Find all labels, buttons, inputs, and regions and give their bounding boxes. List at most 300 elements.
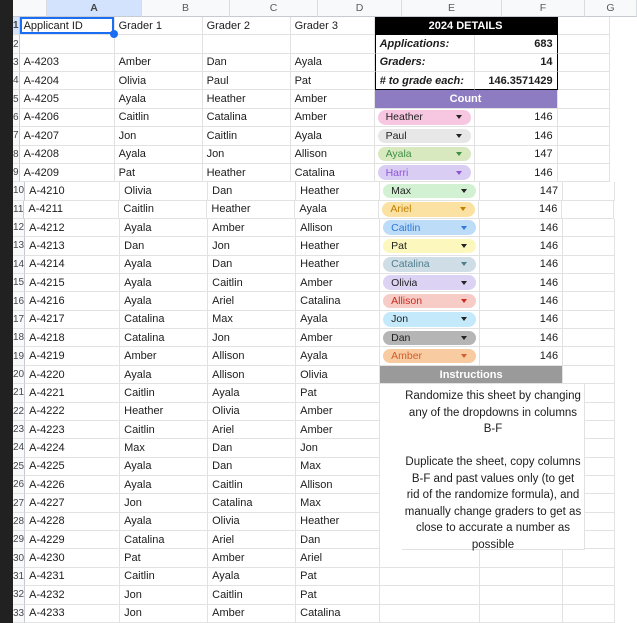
cell-C20[interactable]: Allison [208, 366, 296, 384]
cell-D24[interactable]: Jon [296, 439, 380, 457]
grader-chip-cell-Olivia[interactable] [380, 274, 480, 292]
grader-chip-cell-Pat[interactable] [380, 237, 480, 255]
cell-D10[interactable]: Heather [296, 182, 380, 200]
grader-count-Dan[interactable]: 146 [480, 329, 563, 347]
sheet-row-33 [13, 605, 637, 623]
grader-dropdown-chip[interactable] [378, 110, 471, 125]
cell-D33[interactable]: Catalina [296, 605, 380, 623]
cell-A32[interactable]: A-4232 [25, 586, 120, 604]
cell-G7[interactable] [558, 127, 610, 145]
cell-D7[interactable]: Ayala [291, 127, 375, 145]
row-header-15[interactable]: 15 [13, 274, 25, 292]
row-header-24[interactable]: 24 [13, 439, 25, 457]
grader-chip-label: Dan [391, 331, 411, 344]
cell-A23[interactable]: A-4223 [25, 421, 120, 439]
cell-A2[interactable] [20, 35, 115, 53]
dropdown-arrow-icon[interactable] [461, 189, 467, 193]
cell-D16[interactable]: Catalina [296, 292, 380, 310]
cell-A16[interactable]: A-4216 [25, 292, 120, 310]
cell-D25[interactable]: Max [296, 458, 380, 476]
grader-chip-label: Amber [391, 350, 423, 363]
grader-count-Harri[interactable]: 146 [475, 164, 558, 182]
cell-C14[interactable]: Dan [208, 256, 296, 274]
cell-B1[interactable]: Grader 1 [115, 17, 203, 35]
cell-B16[interactable]: Ayala [120, 292, 208, 310]
grader-dropdown-chip[interactable] [383, 349, 476, 364]
details-label-4[interactable]: # to grade each: [375, 72, 475, 90]
cell-A7[interactable]: A-4207 [20, 127, 115, 145]
cell-A19[interactable]: A-4219 [25, 347, 120, 365]
row-header-18[interactable]: 18 [13, 329, 25, 347]
cell-C30[interactable]: Amber [208, 549, 296, 567]
cell-G33[interactable] [563, 605, 615, 623]
cell-B25[interactable]: Ayala [120, 458, 208, 476]
sheet-row-5 [13, 90, 637, 108]
cell-C29[interactable]: Ariel [208, 531, 296, 549]
cell-D20[interactable]: Olivia [296, 366, 380, 384]
cell-C10[interactable]: Dan [208, 182, 296, 200]
grader-dropdown-chip[interactable] [383, 257, 476, 272]
row-header-23[interactable]: 23 [13, 421, 25, 439]
cell-A21[interactable]: A-4221 [25, 384, 120, 402]
grader-dropdown-chip[interactable] [378, 147, 471, 162]
cell-A26[interactable]: A-4226 [25, 476, 120, 494]
row-header-16[interactable]: 16 [13, 292, 25, 310]
column-header-G[interactable]: G [585, 0, 637, 17]
grader-dropdown-chip[interactable] [383, 294, 476, 309]
row-header-6[interactable]: 6 [13, 109, 20, 127]
instructions-text-cell[interactable] [402, 384, 585, 549]
cell-C24[interactable]: Dan [208, 439, 296, 457]
cell-D27[interactable]: Max [296, 494, 380, 512]
cell-C9[interactable]: Heather [203, 164, 291, 182]
cell-C31[interactable]: Ayala [208, 568, 296, 586]
cell-A30[interactable]: A-4230 [25, 549, 120, 567]
dropdown-arrow-icon[interactable] [461, 262, 467, 266]
grader-chip-label: Max [391, 184, 411, 197]
cell-D4[interactable]: Pat [291, 72, 375, 90]
grader-chip-cell-Harri[interactable] [375, 164, 475, 182]
dropdown-arrow-icon[interactable] [461, 336, 467, 340]
details-label-3[interactable]: Graders: [375, 54, 475, 72]
cell-E33[interactable] [380, 605, 480, 623]
cell-D3[interactable]: Ayala [291, 54, 375, 72]
cell-C19[interactable]: Allison [208, 347, 296, 365]
sheet-row-19 [13, 347, 637, 365]
column-header-C[interactable]: C [230, 0, 318, 17]
grader-chip-cell-Ariel[interactable] [379, 201, 479, 219]
grader-chip-label: Jon [391, 313, 409, 326]
cell-A11[interactable]: A-4211 [24, 201, 119, 219]
cell-A33[interactable]: A-4233 [25, 605, 120, 623]
row-header-33[interactable]: 33 [13, 605, 25, 623]
cell-B30[interactable]: Pat [120, 549, 208, 567]
cell-D11[interactable]: Ayala [295, 201, 379, 219]
cell-B9[interactable]: Pat [115, 164, 203, 182]
cell-B3[interactable]: Amber [115, 54, 203, 72]
row-header-11[interactable]: 11 [13, 201, 24, 219]
row-header-25[interactable]: 25 [13, 458, 25, 476]
count-header-cell[interactable]: Count [375, 90, 558, 108]
row-header-31[interactable]: 31 [13, 568, 25, 586]
row-header-1[interactable]: 1 [13, 17, 20, 35]
cell-A20[interactable]: A-4220 [25, 366, 120, 384]
cell-C16[interactable]: Ariel [208, 292, 296, 310]
cell-A24[interactable]: A-4224 [25, 439, 120, 457]
row-header-26[interactable]: 26 [13, 476, 25, 494]
row-header-2[interactable]: 2 [13, 35, 20, 53]
cell-D14[interactable]: Heather [296, 256, 380, 274]
grader-count-Caitlin[interactable]: 146 [480, 219, 563, 237]
cell-F32[interactable] [480, 586, 563, 604]
grader-chip-cell-Jon[interactable] [380, 311, 480, 329]
cell-B23[interactable]: Caitlin [120, 421, 208, 439]
cell-A1-selected[interactable]: Applicant ID [20, 17, 115, 35]
cell-C13[interactable]: Jon [208, 237, 296, 255]
cell-D15[interactable]: Amber [296, 274, 380, 292]
cell-D22[interactable]: Amber [296, 403, 380, 421]
row-header-27[interactable]: 27 [13, 494, 25, 512]
grader-count-Max[interactable]: 147 [480, 182, 563, 200]
cell-D5[interactable]: Amber [291, 90, 375, 108]
grader-chip-label: Pat [391, 239, 407, 252]
column-header-B[interactable]: B [142, 0, 230, 17]
cell-D19[interactable]: Ayala [296, 347, 380, 365]
row-header-29[interactable]: 29 [13, 531, 25, 549]
cell-E32[interactable] [380, 586, 480, 604]
grader-count-Pat[interactable]: 146 [480, 237, 563, 255]
grader-count-Amber[interactable]: 146 [480, 347, 563, 365]
cell-G15[interactable] [563, 274, 615, 292]
cell-B22[interactable]: Heather [120, 403, 208, 421]
cell-D30[interactable]: Ariel [296, 549, 380, 567]
cell-D17[interactable]: Ayala [296, 311, 380, 329]
cell-A31[interactable]: A-4231 [25, 568, 120, 586]
sheet-row-13 [13, 237, 637, 255]
row-header-10[interactable]: 10 [13, 182, 25, 200]
row-header-12[interactable]: 12 [13, 219, 25, 237]
cell-B7[interactable]: Jon [115, 127, 203, 145]
dropdown-arrow-icon[interactable] [461, 226, 467, 230]
grader-chip-label: Ariel [390, 203, 412, 216]
cell-F33[interactable] [480, 605, 563, 623]
cell-B20[interactable]: Ayala [120, 366, 208, 384]
cell-C15[interactable]: Caitlin [208, 274, 296, 292]
corner-select-all[interactable] [13, 0, 47, 17]
cell-G5[interactable] [558, 90, 610, 108]
cell-G32[interactable] [563, 586, 615, 604]
cell-D31[interactable]: Pat [296, 568, 380, 586]
cell-C23[interactable]: Ariel [208, 421, 296, 439]
cell-G9[interactable] [558, 164, 610, 182]
cell-C33[interactable]: Amber [208, 605, 296, 623]
cell-C12[interactable]: Amber [208, 219, 296, 237]
row-header-5[interactable]: 5 [13, 90, 20, 108]
dropdown-arrow-icon[interactable] [456, 115, 462, 119]
grader-chip-cell-Allison[interactable] [380, 292, 480, 310]
cell-B14[interactable]: Ayala [120, 256, 208, 274]
cell-G18[interactable] [563, 329, 615, 347]
cell-B21[interactable]: Caitlin [120, 384, 208, 402]
cell-G3[interactable] [558, 54, 610, 72]
grader-chip-cell-Caitlin[interactable] [380, 219, 480, 237]
cell-C27[interactable]: Catalina [208, 494, 296, 512]
sheet-row-9 [13, 164, 637, 182]
cell-B27[interactable]: Jon [120, 494, 208, 512]
grader-count-Paul[interactable]: 146 [475, 127, 558, 145]
cell-A29[interactable]: A-4229 [25, 531, 120, 549]
sheet-row-3 [13, 54, 637, 72]
cell-G14[interactable] [563, 256, 615, 274]
sheet-row-2 [13, 35, 637, 53]
cell-C2[interactable] [203, 35, 291, 53]
row-header-28[interactable]: 28 [13, 513, 25, 531]
cell-D8[interactable]: Allison [291, 146, 375, 164]
details-label-2[interactable]: Applications: [375, 35, 475, 53]
column-header-E[interactable]: E [402, 0, 502, 17]
cell-B13[interactable]: Dan [120, 237, 208, 255]
cell-D23[interactable]: Amber [296, 421, 380, 439]
cell-G12[interactable] [563, 219, 615, 237]
dropdown-arrow-icon[interactable] [461, 299, 467, 303]
grader-chip-cell-Ayala[interactable] [375, 146, 475, 164]
grader-dropdown-chip[interactable] [383, 331, 476, 346]
dropdown-arrow-icon[interactable] [456, 171, 462, 175]
cell-G31[interactable] [563, 568, 615, 586]
row-header-13[interactable]: 13 [13, 237, 25, 255]
row-header-17[interactable]: 17 [13, 311, 25, 329]
cell-A18[interactable]: A-4218 [25, 329, 120, 347]
details-value-3[interactable]: 14 [475, 54, 558, 72]
cell-G17[interactable] [563, 311, 615, 329]
sheet-row-10 [13, 182, 637, 200]
cell-A3[interactable]: A-4203 [20, 54, 115, 72]
column-header-A[interactable]: A [47, 0, 142, 17]
cell-D9[interactable]: Catalina [291, 164, 375, 182]
grader-dropdown-chip[interactable] [383, 312, 476, 327]
cell-G13[interactable] [563, 237, 615, 255]
cell-C8[interactable]: Jon [203, 146, 291, 164]
grader-dropdown-chip[interactable] [378, 129, 471, 144]
row-header-7[interactable]: 7 [13, 127, 20, 145]
row-header-19[interactable]: 19 [13, 347, 25, 365]
row-header-32[interactable]: 32 [13, 586, 25, 604]
details-value-4[interactable]: 146.3571429 [475, 72, 558, 90]
cell-D29[interactable]: Dan [296, 531, 380, 549]
cell-A22[interactable]: A-4222 [25, 403, 120, 421]
cell-A13[interactable]: A-4213 [25, 237, 120, 255]
row-header-8[interactable]: 8 [13, 146, 20, 164]
cell-C22[interactable]: Olivia [208, 403, 296, 421]
left-app-edge [0, 0, 13, 623]
row-header-22[interactable]: 22 [13, 403, 25, 421]
dropdown-arrow-icon[interactable] [461, 354, 467, 358]
cell-G2[interactable] [558, 35, 610, 53]
grader-count-Heather[interactable]: 146 [475, 109, 558, 127]
grader-chip-cell-Catalina[interactable] [380, 256, 480, 274]
sheet-row-20 [13, 366, 637, 384]
column-header-D[interactable]: D [318, 0, 402, 17]
fill-handle[interactable] [110, 30, 118, 38]
cell-B15[interactable]: Ayala [120, 274, 208, 292]
cell-C3[interactable]: Dan [203, 54, 291, 72]
cell-D13[interactable]: Heather [296, 237, 380, 255]
cell-B2[interactable] [115, 35, 203, 53]
cell-A28[interactable]: A-4228 [25, 513, 120, 531]
cell-B10[interactable]: Olivia [120, 182, 208, 200]
cell-B12[interactable]: Ayala [120, 219, 208, 237]
row-header-14[interactable]: 14 [13, 256, 25, 274]
cell-G4[interactable] [558, 72, 610, 90]
cell-B6[interactable]: Caitlin [115, 109, 203, 127]
cell-D1[interactable]: Grader 3 [291, 17, 375, 35]
instructions-paragraph: Randomize this sheet by changing any of the dropdowns in columns B-F [405, 390, 581, 436]
cell-C26[interactable]: Caitlin [208, 476, 296, 494]
cell-B28[interactable]: Ayala [120, 513, 208, 531]
grader-chip-cell-Heather[interactable] [375, 109, 475, 127]
row-header-3[interactable]: 3 [13, 54, 20, 72]
cell-C7[interactable]: Caitlin [203, 127, 291, 145]
row-header-20[interactable]: 20 [13, 366, 25, 384]
cell-C4[interactable]: Paul [203, 72, 291, 90]
sheet-row-17 [13, 311, 637, 329]
dropdown-arrow-icon[interactable] [461, 281, 467, 285]
cell-D28[interactable]: Heather [296, 513, 380, 531]
cell-F31[interactable] [480, 568, 563, 586]
cell-B32[interactable]: Jon [120, 586, 208, 604]
grader-chip-label: Caitlin [391, 221, 421, 234]
cell-C21[interactable]: Ayala [208, 384, 296, 402]
row-header-30[interactable]: 30 [13, 549, 25, 567]
sheet-grid [13, 0, 637, 623]
cell-C6[interactable]: Catalina [203, 109, 291, 127]
cell-G8[interactable] [558, 146, 610, 164]
cell-D26[interactable]: Allison [296, 476, 380, 494]
grader-dropdown-chip[interactable] [383, 220, 476, 235]
cell-C11[interactable]: Heather [207, 201, 295, 219]
cell-G1[interactable] [558, 17, 610, 35]
details-title-cell[interactable]: 2024 DETAILS [375, 17, 558, 35]
cell-G16[interactable] [563, 292, 615, 310]
dropdown-arrow-icon[interactable] [460, 207, 466, 211]
cell-D18[interactable]: Amber [296, 329, 380, 347]
cell-G20[interactable] [563, 366, 615, 384]
grader-count-Ayala[interactable]: 147 [475, 146, 558, 164]
cell-B31[interactable]: Caitlin [120, 568, 208, 586]
cell-C28[interactable]: Olivia [208, 513, 296, 531]
cell-A14[interactable]: A-4214 [25, 256, 120, 274]
cell-A5[interactable]: A-4205 [20, 90, 115, 108]
details-value-2[interactable]: 683 [475, 35, 558, 53]
cell-C17[interactable]: Max [208, 311, 296, 329]
cell-G11[interactable] [562, 201, 614, 219]
cell-G6[interactable] [558, 109, 610, 127]
grader-chip-label: Ayala [385, 148, 412, 161]
cell-A15[interactable]: A-4215 [25, 274, 120, 292]
cell-B33[interactable]: Jon [120, 605, 208, 623]
cell-A27[interactable]: A-4227 [25, 494, 120, 512]
cell-B4[interactable]: Olivia [115, 72, 203, 90]
sheet-row-4 [13, 72, 637, 90]
grader-dropdown-chip[interactable] [383, 239, 476, 254]
grader-count-Allison[interactable]: 146 [480, 292, 563, 310]
cell-A25[interactable]: A-4225 [25, 458, 120, 476]
cell-C1[interactable]: Grader 2 [203, 17, 291, 35]
cell-B17[interactable]: Catalina [120, 311, 208, 329]
sheet-row-32 [13, 586, 637, 604]
cell-A17[interactable]: A-4217 [25, 311, 120, 329]
dropdown-arrow-icon[interactable] [461, 317, 467, 321]
grader-chip-cell-Max[interactable] [380, 182, 480, 200]
cell-G19[interactable] [563, 347, 615, 365]
cell-D21[interactable]: Pat [296, 384, 380, 402]
row-header-9[interactable]: 9 [13, 164, 20, 182]
grader-count-Ariel[interactable]: 146 [479, 201, 562, 219]
row-header-4[interactable]: 4 [13, 72, 20, 90]
sheet-row-8 [13, 146, 637, 164]
cell-D32[interactable]: Pat [296, 586, 380, 604]
cell-E31[interactable] [380, 568, 480, 586]
row-header-21[interactable]: 21 [13, 384, 25, 402]
cell-B5[interactable]: Ayala [115, 90, 203, 108]
grader-chip-cell-Paul[interactable] [375, 127, 475, 145]
cell-D2[interactable] [291, 35, 375, 53]
sheet-row-31 [13, 568, 637, 586]
dropdown-arrow-icon[interactable] [461, 244, 467, 248]
grader-chip-label: Harri [385, 166, 409, 179]
cell-A6[interactable]: A-4206 [20, 109, 115, 127]
cell-C25[interactable]: Dan [208, 458, 296, 476]
grader-count-Jon[interactable]: 146 [480, 311, 563, 329]
sheet-row-12 [13, 219, 637, 237]
cell-C5[interactable]: Heather [203, 90, 291, 108]
dropdown-arrow-icon[interactable] [456, 152, 462, 156]
cell-B29[interactable]: Catalina [120, 531, 208, 549]
cell-B8[interactable]: Ayala [115, 146, 203, 164]
sheet-row-18 [13, 329, 637, 347]
grader-dropdown-chip[interactable] [382, 202, 475, 217]
cell-A4[interactable]: A-4204 [20, 72, 115, 90]
cell-B11[interactable]: Caitlin [119, 201, 207, 219]
cell-B18[interactable]: Catalina [120, 329, 208, 347]
grader-chip-cell-Amber[interactable] [380, 347, 480, 365]
grader-count-Olivia[interactable]: 146 [480, 274, 563, 292]
cell-B19[interactable]: Amber [120, 347, 208, 365]
instructions-header-cell[interactable]: Instructions [380, 366, 563, 384]
cell-G10[interactable] [563, 182, 615, 200]
grader-chip-cell-Dan[interactable] [380, 329, 480, 347]
cell-C32[interactable]: Caitlin [208, 586, 296, 604]
dropdown-arrow-icon[interactable] [456, 134, 462, 138]
grader-dropdown-chip[interactable] [383, 184, 476, 199]
sheet-row-15 [13, 274, 637, 292]
grader-chip-label: Catalina [391, 258, 430, 271]
cell-B26[interactable]: Ayala [120, 476, 208, 494]
cell-B24[interactable]: Max [120, 439, 208, 457]
grader-dropdown-chip[interactable] [383, 275, 476, 290]
grader-dropdown-chip[interactable] [378, 165, 471, 180]
cell-A12[interactable]: A-4212 [25, 219, 120, 237]
cell-A8[interactable]: A-4208 [20, 146, 115, 164]
grader-count-Catalina[interactable]: 146 [480, 256, 563, 274]
cell-D12[interactable]: Allison [296, 219, 380, 237]
grader-chip-label: Olivia [391, 276, 418, 289]
cell-A9[interactable]: A-4209 [20, 164, 115, 182]
cell-C18[interactable]: Jon [208, 329, 296, 347]
column-header-F[interactable]: F [502, 0, 585, 17]
cell-D6[interactable]: Amber [291, 109, 375, 127]
cell-A10[interactable]: A-4210 [25, 182, 120, 200]
